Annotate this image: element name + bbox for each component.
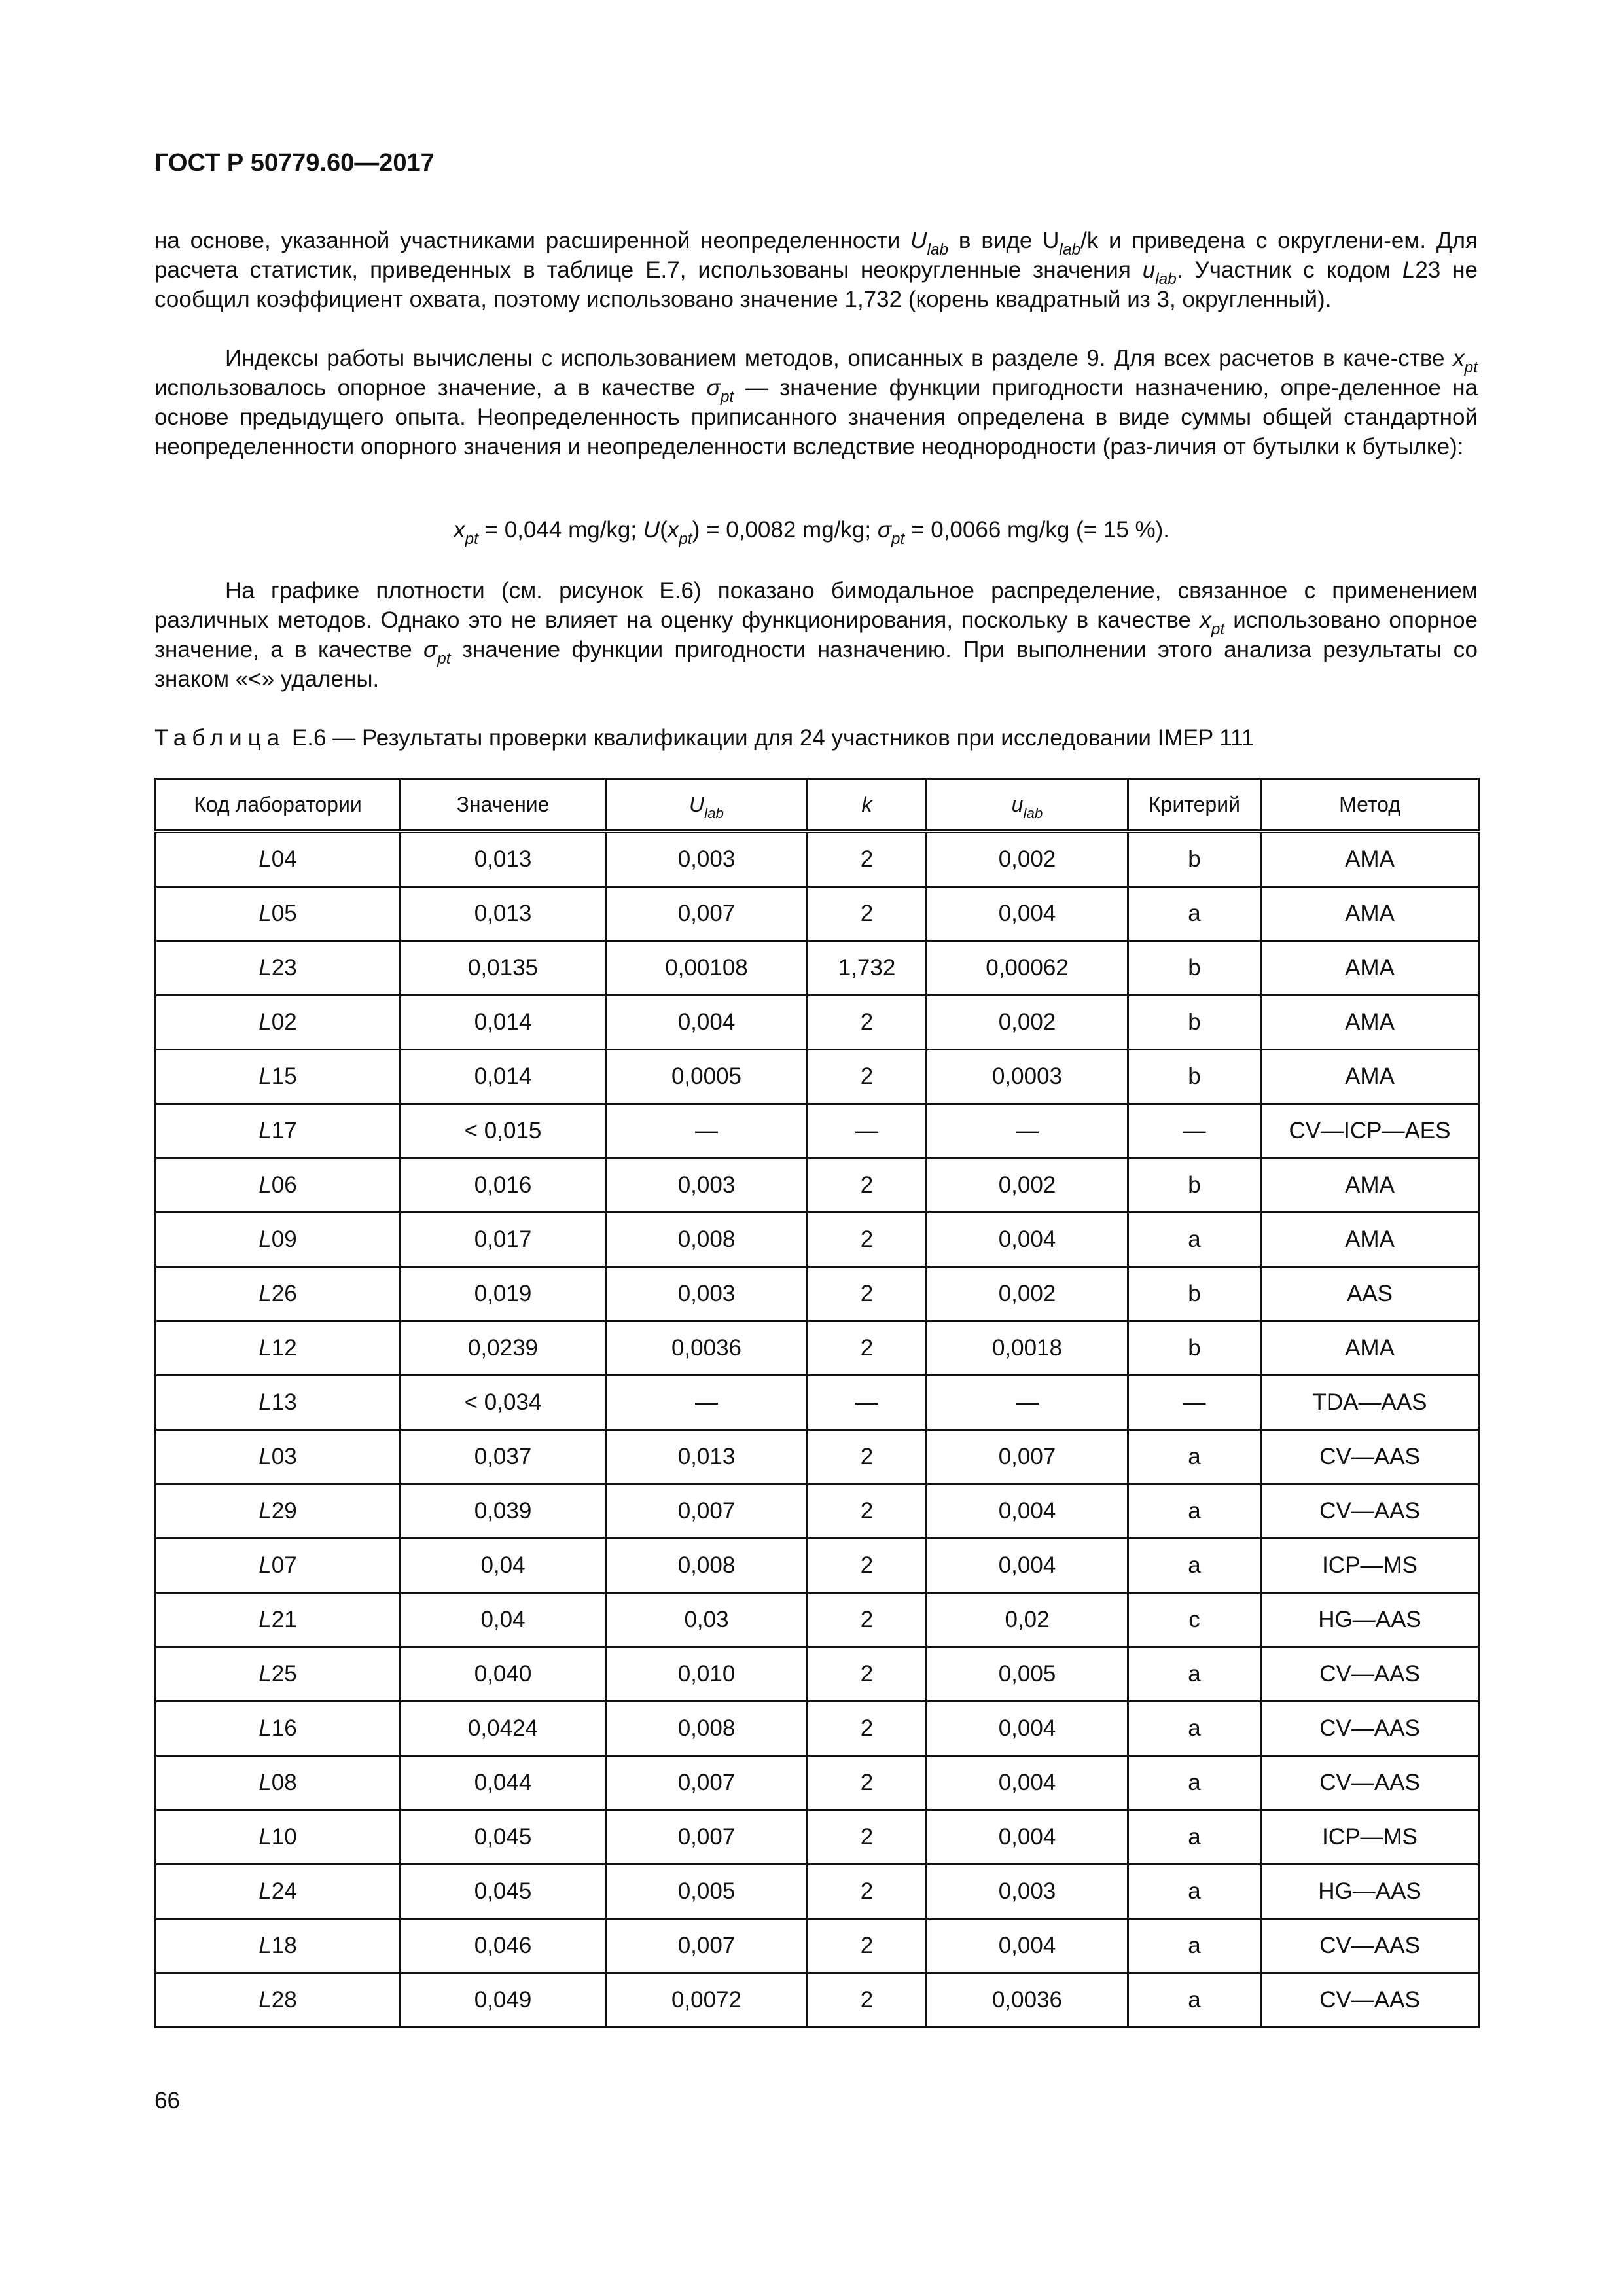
method-cell: AAS bbox=[1261, 1267, 1479, 1321]
table-row bbox=[156, 1919, 1479, 1973]
value-cell: 0,0135 bbox=[401, 941, 606, 996]
lab-code-cell: L24 bbox=[156, 1865, 401, 1919]
coverage-factor-cell: 2 bbox=[808, 1647, 927, 1702]
value-cell: < 0,015 bbox=[401, 1104, 606, 1158]
criterion-cell: a bbox=[1128, 887, 1261, 941]
method-cell: CV—AAS bbox=[1261, 1919, 1479, 1973]
method-cell: ICP—MS bbox=[1261, 1810, 1479, 1865]
standard-uncertainty-cell: 0,002 bbox=[927, 1267, 1128, 1321]
value-cell: 0,0424 bbox=[401, 1702, 606, 1756]
header-value: Значение bbox=[401, 779, 606, 832]
value-cell: 0,04 bbox=[401, 1593, 606, 1647]
table-row bbox=[156, 1050, 1479, 1104]
expanded-uncertainty-cell: 0,010 bbox=[606, 1647, 808, 1702]
value-cell: 0,044 bbox=[401, 1756, 606, 1810]
standard-uncertainty-cell: — bbox=[927, 1376, 1128, 1430]
standard-uncertainty-cell: 0,0036 bbox=[927, 1973, 1128, 2028]
coverage-factor-cell: 2 bbox=[808, 1919, 927, 1973]
coverage-factor-cell: 2 bbox=[808, 1484, 927, 1539]
lab-code-cell: L09 bbox=[156, 1213, 401, 1267]
header-method: Метод bbox=[1261, 779, 1479, 832]
lab-code-cell: L21 bbox=[156, 1593, 401, 1647]
lab-code-cell: L29 bbox=[156, 1484, 401, 1539]
coverage-factor-cell: — bbox=[808, 1376, 927, 1430]
value-cell: 0,046 bbox=[401, 1919, 606, 1973]
method-cell: HG—AAS bbox=[1261, 1593, 1479, 1647]
lab-code-cell: L03 bbox=[156, 1430, 401, 1484]
value-cell: 0,037 bbox=[401, 1430, 606, 1484]
standard-uncertainty-cell: 0,004 bbox=[927, 887, 1128, 941]
method-cell: CV—AAS bbox=[1261, 1430, 1479, 1484]
method-cell: AMA bbox=[1261, 1321, 1479, 1376]
method-cell: AMA bbox=[1261, 831, 1479, 887]
table-row bbox=[156, 1702, 1479, 1756]
coverage-factor-cell: 2 bbox=[808, 1810, 927, 1865]
header-expanded-uncertainty: $U_{lab}$ bbox=[606, 779, 808, 832]
standard-uncertainty-cell: 0,004 bbox=[927, 1919, 1128, 1973]
standard-uncertainty-cell: 0,002 bbox=[927, 996, 1128, 1050]
standard-uncertainty-cell: 0,003 bbox=[927, 1865, 1128, 1919]
lab-code-cell: L17 bbox=[156, 1104, 401, 1158]
table-body bbox=[156, 831, 1479, 2028]
table-row bbox=[156, 887, 1479, 941]
lab-code-cell: L07 bbox=[156, 1539, 401, 1593]
value-cell: 0,039 bbox=[401, 1484, 606, 1539]
standard-uncertainty-cell: 0,007 bbox=[927, 1430, 1128, 1484]
standard-uncertainty-cell: 0,02 bbox=[927, 1593, 1128, 1647]
criterion-cell: a bbox=[1128, 1973, 1261, 2028]
value-cell: 0,045 bbox=[401, 1810, 606, 1865]
criterion-cell: a bbox=[1128, 1539, 1261, 1593]
method-cell: CV—AAS bbox=[1261, 1484, 1479, 1539]
table-row bbox=[156, 996, 1479, 1050]
criterion-cell: a bbox=[1128, 1702, 1261, 1756]
lab-code-cell: L02 bbox=[156, 996, 401, 1050]
coverage-factor-cell: 2 bbox=[808, 1973, 927, 2028]
table-row bbox=[156, 941, 1479, 996]
value-cell: 0,016 bbox=[401, 1158, 606, 1213]
paragraph-uncertainty: на основе, указанной участниками расширенной неопределенности $U_{lab}$ в виде $U_{lab}/k$ и приведена с округлени-ем. Для расчета статистик, приведенных в таблице Е.7, использованы неокругленные значения $u_{lab}$. Участник с кодом L23 не сообщил коэффициент охвата, поэтому использовано значение 1,732 (корень квадратный из 3, округленный). bbox=[154, 228, 1478, 312]
coverage-factor-cell: 2 bbox=[808, 996, 927, 1050]
standard-uncertainty-cell: — bbox=[927, 1104, 1128, 1158]
table-row bbox=[156, 1430, 1479, 1484]
criterion-cell: a bbox=[1128, 1430, 1261, 1484]
table-row bbox=[156, 1267, 1479, 1321]
expanded-uncertainty-cell: 0,008 bbox=[606, 1213, 808, 1267]
standard-uncertainty-cell: 0,004 bbox=[927, 1484, 1128, 1539]
standard-uncertainty-cell: 0,004 bbox=[927, 1213, 1128, 1267]
standard-uncertainty-cell: 0,002 bbox=[927, 831, 1128, 887]
value-cell: 0,019 bbox=[401, 1267, 606, 1321]
coverage-factor-cell: 2 bbox=[808, 1430, 927, 1484]
criterion-cell: — bbox=[1128, 1376, 1261, 1430]
paragraph-indices: Индексы работы вычислены с использованием методов, описанных в разделе 9. Для всех расчетов в каче-стве $x_{pt}$ использовалось опорное значение, а в качестве $\sigma_{pt}$ — значение функции пригодности назначению, опре-деленное на основе предыдущего опыта. Неопределенность приписанного значения определена в виде суммы общей стандартной неопределенности опорного значения и неопределенности вследствие неоднородности (раз-личия от бутылки к бутылке): bbox=[154, 346, 1478, 459]
table-row bbox=[156, 1647, 1479, 1702]
method-cell: AMA bbox=[1261, 1158, 1479, 1213]
expanded-uncertainty-cell: 0,0072 bbox=[606, 1973, 808, 2028]
lab-code-cell: L08 bbox=[156, 1756, 401, 1810]
table-row bbox=[156, 1593, 1479, 1647]
table-row bbox=[156, 1321, 1479, 1376]
value-cell: 0,045 bbox=[401, 1865, 606, 1919]
method-cell: AMA bbox=[1261, 1050, 1479, 1104]
table-row bbox=[156, 1810, 1479, 1865]
page-number: 66 bbox=[154, 2088, 180, 2113]
coverage-factor-cell: 2 bbox=[808, 1539, 927, 1593]
criterion-cell: a bbox=[1128, 1756, 1261, 1810]
criterion-cell: b bbox=[1128, 996, 1261, 1050]
expanded-uncertainty-cell: 0,03 bbox=[606, 1593, 808, 1647]
value-cell: < 0,034 bbox=[401, 1376, 606, 1430]
header-coverage-factor: k bbox=[808, 779, 927, 832]
lab-code-cell: L13 bbox=[156, 1376, 401, 1430]
criterion-cell: b bbox=[1128, 1321, 1261, 1376]
coverage-factor-cell: 2 bbox=[808, 1865, 927, 1919]
method-cell: AMA bbox=[1261, 1213, 1479, 1267]
standard-uncertainty-cell: 0,004 bbox=[927, 1756, 1128, 1810]
method-cell: CV—ICP—AES bbox=[1261, 1104, 1479, 1158]
method-cell: AMA bbox=[1261, 996, 1479, 1050]
criterion-cell: c bbox=[1128, 1593, 1261, 1647]
expanded-uncertainty-cell: 0,003 bbox=[606, 831, 808, 887]
table-row bbox=[156, 1865, 1479, 1919]
method-cell: HG—AAS bbox=[1261, 1865, 1479, 1919]
document-header: ГОСТ Р 50779.60—2017 bbox=[154, 149, 435, 177]
criterion-cell: a bbox=[1128, 1484, 1261, 1539]
value-cell: 0,014 bbox=[401, 1050, 606, 1104]
standard-uncertainty-cell: 0,00062 bbox=[927, 941, 1128, 996]
coverage-factor-cell: 2 bbox=[808, 1050, 927, 1104]
table-row bbox=[156, 831, 1479, 887]
expanded-uncertainty-cell: — bbox=[606, 1104, 808, 1158]
lab-code-cell: L23 bbox=[156, 941, 401, 996]
criterion-cell: b bbox=[1128, 1050, 1261, 1104]
expanded-uncertainty-cell: 0,0005 bbox=[606, 1050, 808, 1104]
results-table bbox=[154, 778, 1480, 2028]
expanded-uncertainty-cell: — bbox=[606, 1376, 808, 1430]
lab-code-cell: L26 bbox=[156, 1267, 401, 1321]
method-cell: AMA bbox=[1261, 887, 1479, 941]
standard-uncertainty-cell: 0,0003 bbox=[927, 1050, 1128, 1104]
expanded-uncertainty-cell: 0,003 bbox=[606, 1158, 808, 1213]
lab-code-cell: L12 bbox=[156, 1321, 401, 1376]
table-row bbox=[156, 1539, 1479, 1593]
lab-code-cell: L06 bbox=[156, 1158, 401, 1213]
standard-uncertainty-cell: 0,005 bbox=[927, 1647, 1128, 1702]
value-cell: 0,049 bbox=[401, 1973, 606, 2028]
table-row bbox=[156, 1376, 1479, 1430]
table-row bbox=[156, 1484, 1479, 1539]
lab-code-cell: L04 bbox=[156, 831, 401, 887]
expanded-uncertainty-cell: 0,007 bbox=[606, 1756, 808, 1810]
coverage-factor-cell: 2 bbox=[808, 1756, 927, 1810]
expanded-uncertainty-cell: 0,004 bbox=[606, 996, 808, 1050]
value-cell: 0,040 bbox=[401, 1647, 606, 1702]
method-cell: CV—AAS bbox=[1261, 1702, 1479, 1756]
lab-code-cell: L18 bbox=[156, 1919, 401, 1973]
method-cell: TDA—AAS bbox=[1261, 1376, 1479, 1430]
criterion-cell: a bbox=[1128, 1810, 1261, 1865]
value-cell: 0,014 bbox=[401, 996, 606, 1050]
expanded-uncertainty-cell: 0,003 bbox=[606, 1267, 808, 1321]
expanded-uncertainty-cell: 0,005 bbox=[606, 1865, 808, 1919]
coverage-factor-cell: 2 bbox=[808, 1593, 927, 1647]
expanded-uncertainty-cell: 0,00108 bbox=[606, 941, 808, 996]
criterion-cell: b bbox=[1128, 1158, 1261, 1213]
lab-code-cell: L28 bbox=[156, 1973, 401, 2028]
criterion-cell: b bbox=[1128, 1267, 1261, 1321]
expanded-uncertainty-cell: 0,013 bbox=[606, 1430, 808, 1484]
header-lab-code: Код лаборатории bbox=[156, 779, 401, 832]
expanded-uncertainty-cell: 0,008 bbox=[606, 1539, 808, 1593]
lab-code-cell: L05 bbox=[156, 887, 401, 941]
expanded-uncertainty-cell: 0,008 bbox=[606, 1702, 808, 1756]
standard-uncertainty-cell: 0,004 bbox=[927, 1810, 1128, 1865]
expanded-uncertainty-cell: 0,007 bbox=[606, 1484, 808, 1539]
criterion-cell: a bbox=[1128, 1865, 1261, 1919]
coverage-factor-cell: 2 bbox=[808, 1213, 927, 1267]
value-cell: 0,013 bbox=[401, 887, 606, 941]
method-cell: AMA bbox=[1261, 941, 1479, 996]
table-row bbox=[156, 1973, 1479, 2028]
expanded-uncertainty-cell: 0,007 bbox=[606, 1810, 808, 1865]
table-caption: Таблица Е.6 — Результаты проверки квалификации для 24 участников при исследовании IMEP 111 bbox=[154, 725, 1255, 751]
criterion-cell: a bbox=[1128, 1213, 1261, 1267]
criterion-cell: b bbox=[1128, 831, 1261, 887]
table-row bbox=[156, 1213, 1479, 1267]
table-row bbox=[156, 1756, 1479, 1810]
method-cell: ICP—MS bbox=[1261, 1539, 1479, 1593]
standard-uncertainty-cell: 0,002 bbox=[927, 1158, 1128, 1213]
method-cell: CV—AAS bbox=[1261, 1973, 1479, 2028]
coverage-factor-cell: 2 bbox=[808, 1321, 927, 1376]
criterion-cell: — bbox=[1128, 1104, 1261, 1158]
method-cell: CV—AAS bbox=[1261, 1647, 1479, 1702]
coverage-factor-cell: — bbox=[808, 1104, 927, 1158]
coverage-factor-cell: 2 bbox=[808, 1267, 927, 1321]
value-cell: 0,0239 bbox=[401, 1321, 606, 1376]
header-standard-uncertainty: $u_{lab}$ bbox=[927, 779, 1128, 832]
standard-uncertainty-cell: 0,004 bbox=[927, 1539, 1128, 1593]
value-cell: 0,017 bbox=[401, 1213, 606, 1267]
criterion-cell: b bbox=[1128, 941, 1261, 996]
value-cell: 0,04 bbox=[401, 1539, 606, 1593]
header-criterion: Критерий bbox=[1128, 779, 1261, 832]
standard-uncertainty-cell: 0,004 bbox=[927, 1702, 1128, 1756]
coverage-factor-cell: 2 bbox=[808, 1702, 927, 1756]
value-cell: 0,013 bbox=[401, 831, 606, 887]
paragraph-density: На графике плотности (см. рисунок Е.6) показано бимодальное распределение, связанное с применением различных методов. Однако это не влияет на оценку функционирования, поскольку в качестве $x_{pt}$ использовано опорное значение, а в качестве $\sigma_{pt}$ значение функции пригодности назначению. При выполнении этого анализа результаты со знаком «<» удалены. bbox=[154, 578, 1478, 692]
expanded-uncertainty-cell: 0,007 bbox=[606, 1919, 808, 1973]
coverage-factor-cell: 1,732 bbox=[808, 941, 927, 996]
lab-code-cell: L15 bbox=[156, 1050, 401, 1104]
criterion-cell: a bbox=[1128, 1919, 1261, 1973]
assigned-values-formula: $x_{pt} = 0,044$ mg/kg; $U(x_{pt}) = 0,0082$ mg/kg; $\sigma_{pt} = 0,0066$ mg/kg (= 15 %). bbox=[453, 517, 1170, 548]
coverage-factor-cell: 2 bbox=[808, 887, 927, 941]
expanded-uncertainty-cell: 0,007 bbox=[606, 887, 808, 941]
standard-uncertainty-cell: 0,0018 bbox=[927, 1321, 1128, 1376]
lab-code-cell: L16 bbox=[156, 1702, 401, 1756]
coverage-factor-cell: 2 bbox=[808, 831, 927, 887]
table-row bbox=[156, 1158, 1479, 1213]
table-header-row bbox=[156, 779, 1479, 832]
method-cell: CV—AAS bbox=[1261, 1756, 1479, 1810]
coverage-factor-cell: 2 bbox=[808, 1158, 927, 1213]
expanded-uncertainty-cell: 0,0036 bbox=[606, 1321, 808, 1376]
lab-code-cell: L10 bbox=[156, 1810, 401, 1865]
lab-code-cell: L25 bbox=[156, 1647, 401, 1702]
table-row bbox=[156, 1104, 1479, 1158]
criterion-cell: a bbox=[1128, 1647, 1261, 1702]
